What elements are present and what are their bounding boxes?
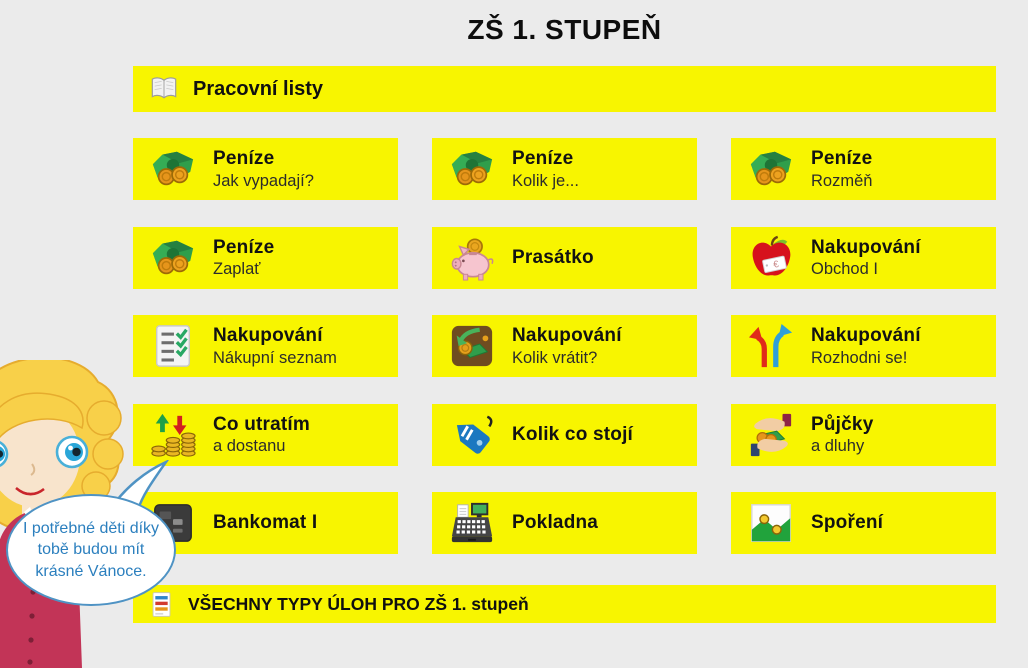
all-tasks-label: VŠECHNY TYPY ÚLOH PRO ZŠ 1. stupeň [188, 593, 529, 614]
tile-penize-rozmen[interactable] [731, 138, 996, 200]
hands-money-icon [748, 412, 794, 458]
tile-title: Půjčky [811, 413, 874, 435]
open-book-icon [150, 75, 178, 103]
tile-penize-jak-vypadaji[interactable] [133, 138, 398, 200]
tile-grid [133, 138, 996, 554]
money-icon [150, 235, 196, 281]
cash-return-icon [449, 323, 495, 369]
tile-title: Nakupování [512, 325, 622, 347]
apple-price-tag-icon [748, 235, 794, 281]
tile-prasatko[interactable] [432, 227, 697, 289]
money-icon [150, 146, 196, 192]
tile-subtitle: Rozměň [811, 171, 873, 190]
tile-title: Co utratím [213, 413, 310, 435]
piggy-bank-icon [449, 235, 495, 281]
money-icon [449, 146, 495, 192]
tile-co-utratim[interactable] [133, 404, 398, 466]
page-title: ZŠ 1. STUPEŇ [467, 14, 662, 45]
tile-nakupovani-kolik-vratit[interactable] [432, 315, 697, 377]
tile-subtitle: Nákupní seznam [213, 348, 337, 367]
section-header-pracovni-listy[interactable] [133, 66, 996, 112]
tile-pokladna[interactable] [432, 492, 697, 554]
tile-title: Pokladna [512, 512, 599, 534]
section-header-label: Pracovní listy [193, 77, 324, 100]
tile-title: Peníze [213, 148, 275, 170]
tile-subtitle: Zaplať [213, 260, 261, 279]
tile-nakupovani-obchod-i[interactable] [731, 227, 996, 289]
tile-subtitle: a dostanu [213, 437, 286, 456]
tile-title: Peníze [811, 148, 873, 170]
tile-title: Prasátko [512, 246, 594, 268]
tile-subtitle: Kolik vrátit? [512, 348, 598, 367]
tile-title: Nakupování [213, 325, 323, 347]
tile-title: Peníze [512, 148, 574, 170]
money-icon [748, 146, 794, 192]
speech-bubble [6, 494, 176, 606]
all-tasks-link[interactable] [133, 585, 996, 623]
tile-nakupovani-rozhodni-se[interactable] [731, 315, 996, 377]
cash-register-icon [449, 500, 495, 546]
tile-penize-kolik-je[interactable] [432, 138, 697, 200]
tile-title: Spoření [811, 512, 884, 534]
tile-subtitle: Kolik je... [512, 171, 579, 190]
price-tag-icon [449, 412, 495, 458]
tile-title: Peníze [213, 236, 275, 258]
savings-chart-icon [748, 500, 794, 546]
tile-title: Bankomat I [213, 512, 318, 534]
tile-title: Kolik co stojí [512, 423, 634, 445]
tile-subtitle: Obchod I [811, 260, 878, 279]
tile-pujcky[interactable] [731, 404, 996, 466]
tile-sporeni[interactable] [731, 492, 996, 554]
fork-arrows-icon [748, 323, 794, 369]
tile-subtitle: Jak vypadají? [213, 171, 314, 190]
tile-subtitle: Rozhodni se! [811, 348, 908, 367]
tile-title: Nakupování [811, 236, 921, 258]
tile-penize-zaplat[interactable] [133, 227, 398, 289]
tile-subtitle: a dluhy [811, 437, 865, 456]
tile-nakupovani-nakupni-seznam[interactable] [133, 315, 398, 377]
tile-kolik-co-stoji[interactable] [432, 404, 697, 466]
tile-title: Nakupování [811, 325, 921, 347]
speech-bubble-text: I potřebné děti díky tobě budou mít krásné Vánoce. [22, 520, 160, 580]
